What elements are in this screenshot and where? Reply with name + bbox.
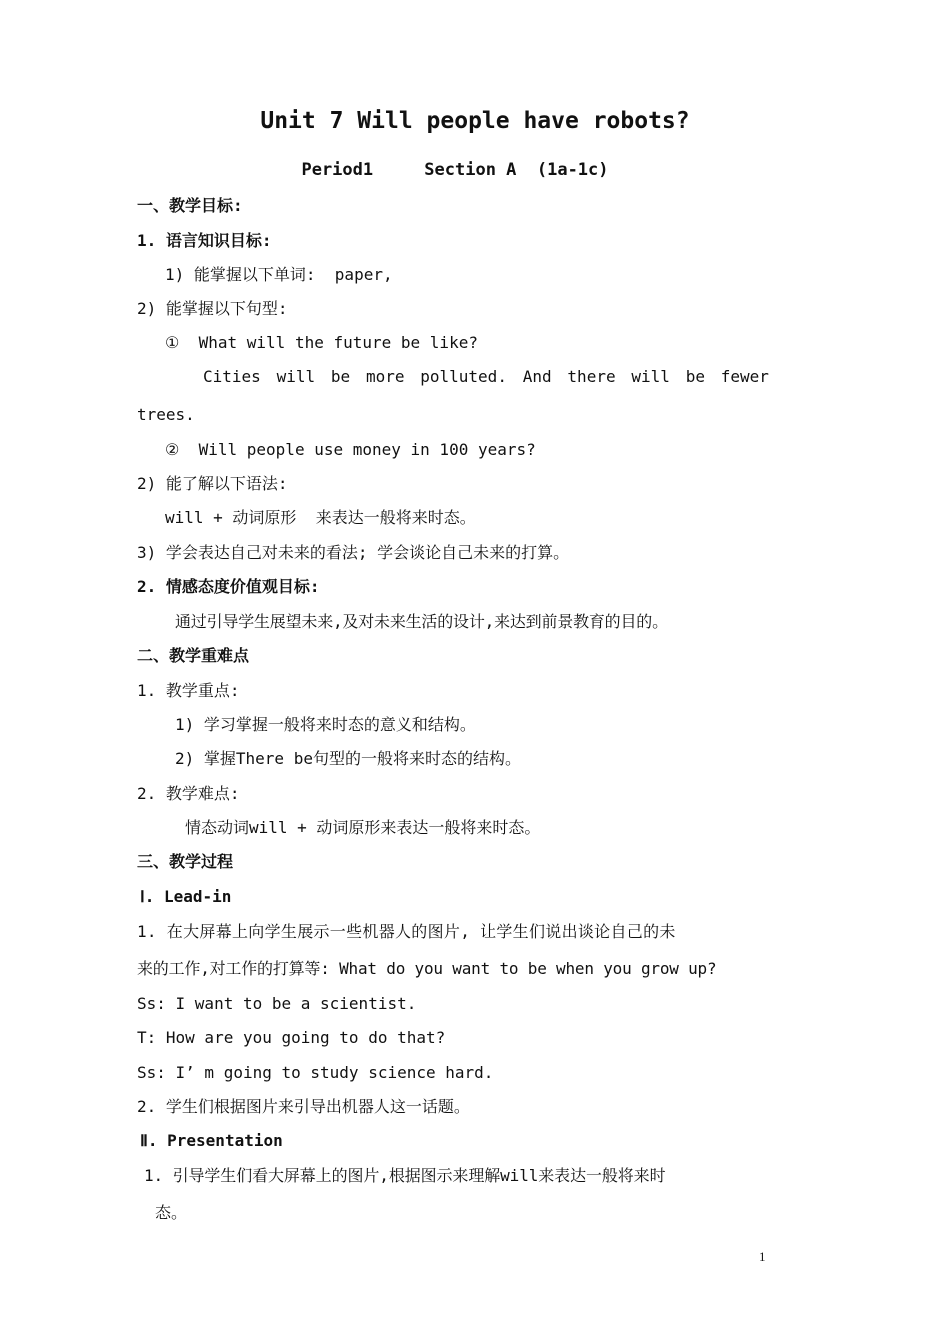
text-sentence-2: ② Will people use money in 100 years? — [165, 440, 536, 459]
answer-word: there — [567, 367, 616, 386]
answer-word: will — [631, 367, 670, 386]
text-grammar-detail: will + 动词原形 来表达一般将来时态。 — [165, 508, 476, 527]
section-heading-process: 三、教学过程 — [137, 852, 234, 871]
text-presentation-1a: 1. 引导学生们看大屏幕上的图片,根据图示来理解will来表达一般将来时 — [144, 1166, 666, 1185]
section-heading-keypoints: 二、教学重难点 — [137, 646, 250, 665]
text-difficult: 2. 教学难点: — [137, 784, 240, 803]
text-dialogue-ss2: Ss: I’ m going to study science hard. — [137, 1063, 494, 1082]
answer-word: will — [276, 367, 316, 386]
document-subtitle: Period1 Section A (1a-1c) — [301, 160, 609, 180]
text-grammar: 2) 能了解以下语法: — [137, 474, 288, 493]
answer-word: be — [330, 367, 351, 386]
answer-word: be — [685, 367, 705, 386]
answer-word: Cities — [203, 367, 261, 386]
text-sentence-patterns: 2) 能掌握以下句型: — [137, 299, 288, 318]
text-leadin-1b: 来的工作,对工作的打算等: What do you want to be when you grow up? — [137, 959, 717, 978]
text-emotion-detail: 通过引导学生展望未来,及对未来生活的设计,来达到前景教育的目的。 — [175, 612, 668, 631]
section-heading-goals: 一、教学目标: — [137, 196, 243, 215]
text-leadin-1a: 1. 在大屏幕上向学生展示一些机器人的图片, 让学生们说出谈论自己的未 — [137, 922, 676, 941]
page-number: 1 — [759, 1249, 766, 1264]
text-sentence-1: ① What will the future be like? — [165, 333, 478, 352]
answer-word: more — [365, 367, 405, 386]
subheading-language-goal: 1. 语言知识目标: — [137, 231, 272, 250]
text-express: 3) 学会表达自己对未来的看法; 学会谈论自己未来的打算。 — [137, 543, 570, 562]
subheading-presentation: Ⅱ. Presentation — [140, 1131, 283, 1150]
text-dialogue-ss1: Ss: I want to be a scientist. — [137, 994, 417, 1013]
text-sentence-1-answer-cont: trees. — [137, 405, 195, 424]
text-key-point-1: 1) 学习掌握一般将来时态的意义和结构。 — [175, 715, 476, 734]
text-key-point-2: 2) 掌握There be句型的一般将来时态的结构。 — [175, 749, 521, 768]
text-sentence-1-answer — [203, 367, 769, 387]
text-presentation-1b: 态。 — [155, 1203, 188, 1222]
answer-word: fewer — [720, 367, 769, 386]
subheading-leadin: Ⅰ. Lead-in — [140, 887, 232, 906]
text-difficult-detail: 情态动词will + 动词原形来表达一般将来时态。 — [185, 818, 541, 837]
text-key-points: 1. 教学重点: — [137, 681, 240, 700]
text-leadin-2: 2. 学生们根据图片来引导出机器人这一话题。 — [137, 1097, 470, 1116]
subheading-emotion-goal: 2. 情感态度价值观目标: — [137, 577, 320, 596]
text-vocab: 1) 能掌握以下单词: paper, — [165, 265, 393, 284]
answer-word: And — [522, 367, 552, 386]
document-title: Unit 7 Will people have robots? — [260, 108, 690, 134]
answer-word: polluted. — [420, 367, 507, 386]
text-dialogue-t1: T: How are you going to do that? — [137, 1028, 446, 1047]
